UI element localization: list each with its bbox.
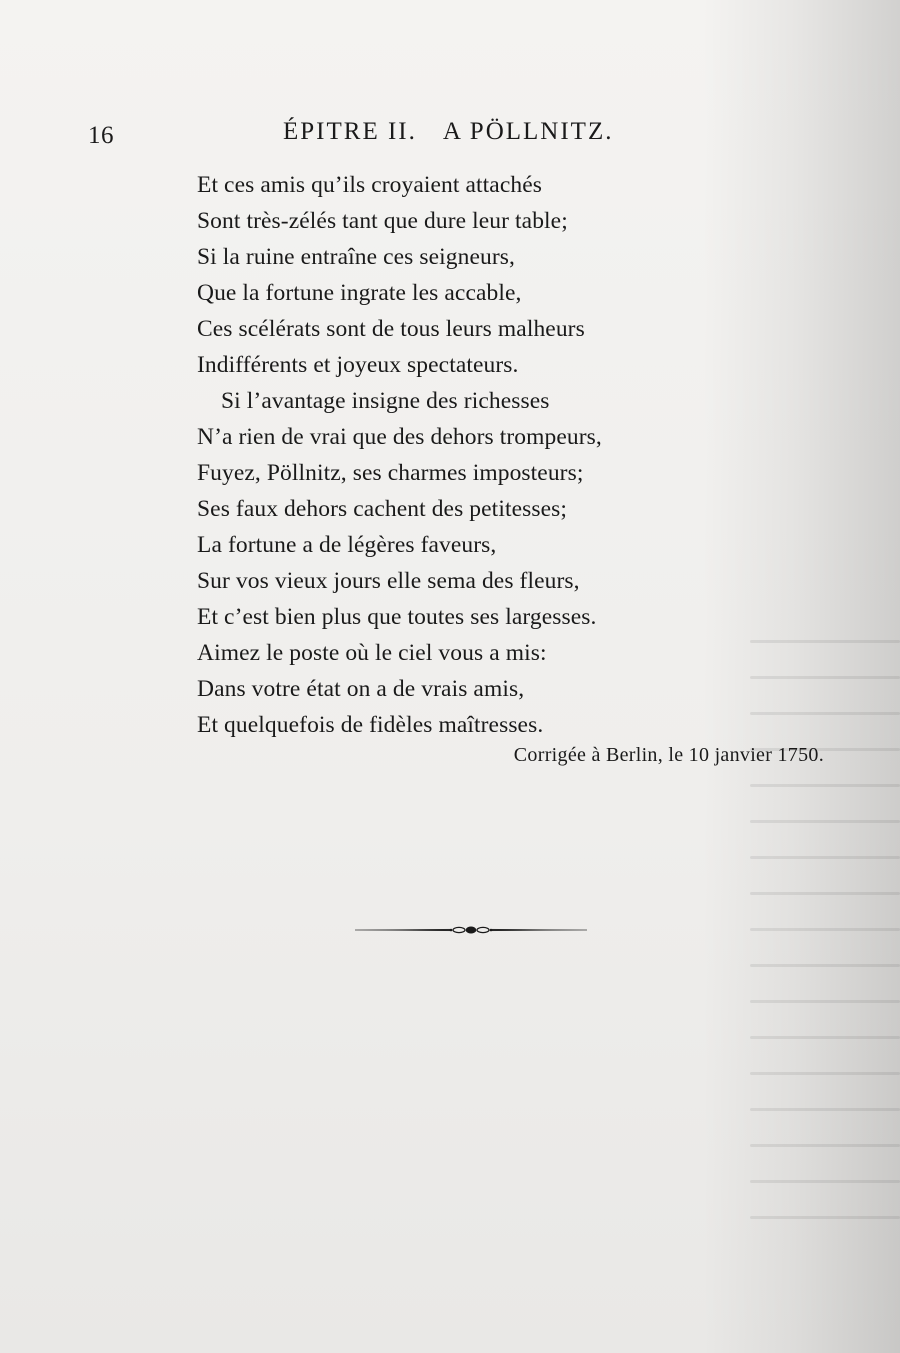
show-through-from-reverse [750, 640, 900, 1280]
poem-line: Et ces amis qu’ils croyaient attachés [197, 172, 542, 198]
poem-line: Ces scélérats sont de tous leurs malheurs [197, 316, 585, 342]
running-head [283, 118, 613, 146]
poem-line: Ses faux dehors cachent des petitesses; [197, 496, 567, 522]
poem-line: Indifférents et joyeux spectateurs. [197, 352, 519, 378]
poem-line: Sur vos vieux jours elle sema des fleurs, [197, 568, 580, 594]
poem-text [197, 167, 757, 743]
poem-line: Et c’est bien plus que toutes ses largesses. [197, 604, 597, 630]
poem-line: Et quelquefois de fidèles maîtresses. [197, 712, 544, 738]
poem-line-stanza-start: Si l’avantage insigne des richesses [221, 388, 550, 414]
poem-line: Que la fortune ingrate les accable, [197, 280, 522, 306]
running-head-epistle: ÉPITRE II. [283, 118, 417, 145]
poem-line: Si la ruine entraîne ces seigneurs, [197, 244, 516, 270]
poem-line: Sont très-zélés tant que dure leur table; [197, 208, 568, 234]
dateline-signature: Corrigée à Berlin, le 10 janvier 1750. [513, 744, 824, 766]
poem-line: Fuyez, Pöllnitz, ses charmes imposteurs; [197, 460, 584, 486]
poem-line: La fortune a de légères faveurs, [197, 532, 497, 558]
poem-line: N’a rien de vrai que des dehors trompeurs, [197, 424, 602, 450]
page-number: 16 [88, 122, 114, 149]
poem-line: Dans votre état on a de vrais amis, [197, 676, 525, 702]
poem-line: Aimez le poste où le ciel vous a mis: [197, 640, 547, 666]
running-head-addressee: A PÖLLNITZ. [442, 118, 614, 145]
tailpiece-ornament-icon [355, 920, 587, 940]
